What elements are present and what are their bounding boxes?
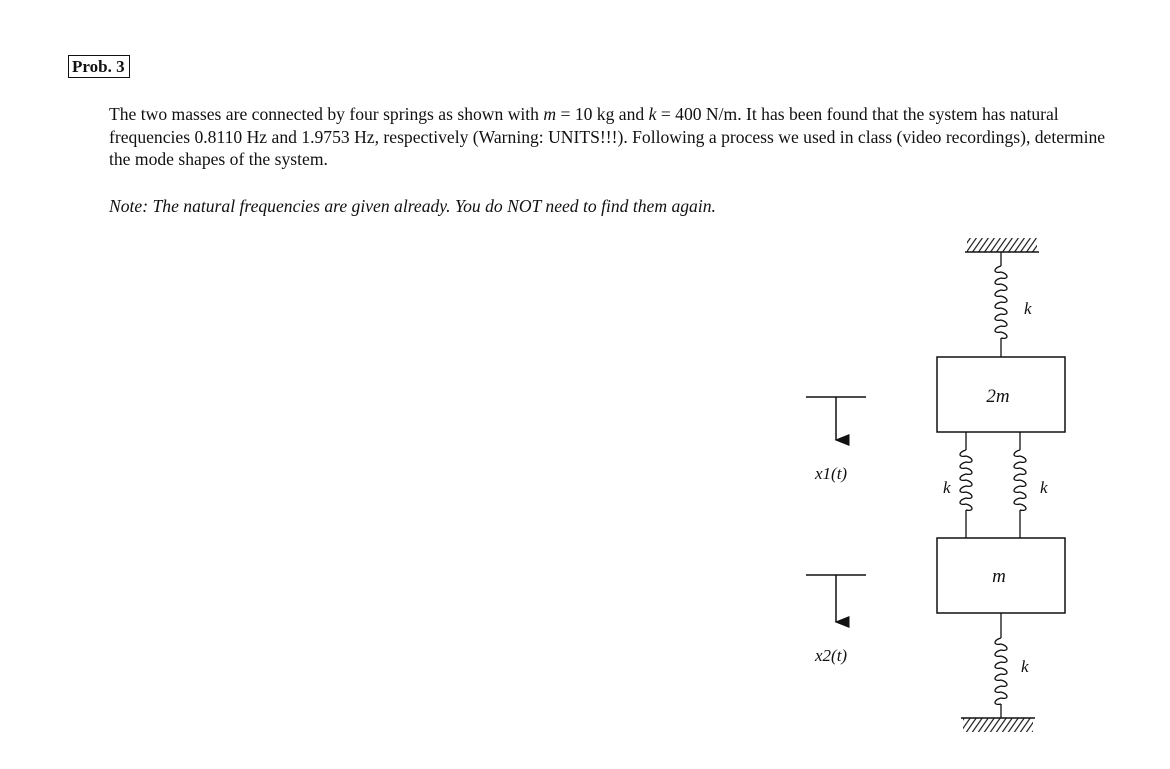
spring-label-bottom: k [1021, 657, 1029, 676]
top-spring [995, 252, 1007, 357]
spring-label-middle-left: k [943, 478, 951, 497]
problem-note: Note: The natural frequencies are given already. You do NOT need to find them again. [109, 196, 716, 216]
mass-top-label: 2m [986, 386, 1010, 407]
displacement-arrow-x2 [806, 575, 866, 622]
spring-label-top: k [1024, 299, 1032, 318]
problem-label: Prob. 3 [68, 55, 130, 78]
displacement-arrow-x1 [806, 397, 866, 440]
top-ground [965, 238, 1039, 252]
problem-statement: The two masses are connected by four springs as shown with m = 10 kg and k = 400 N/m. It has been found that the system has natural frequencies 0.8110 Hz and 1.9753 Hz, respectively (Warning: UNITS!!!). Following a process we used in class (video recordings), determine the mode shapes of the system. [109, 104, 1106, 169]
bottom-ground [961, 718, 1035, 732]
displacement-label-x1: x1(t) [815, 464, 848, 483]
spring-label-middle-right: k [1040, 478, 1048, 497]
mass-bottom-label: m [992, 566, 1006, 587]
bottom-spring [995, 613, 1007, 718]
middle-right-spring [1014, 432, 1026, 538]
middle-left-spring [960, 432, 972, 538]
displacement-label-x2: x2(t) [815, 646, 848, 665]
